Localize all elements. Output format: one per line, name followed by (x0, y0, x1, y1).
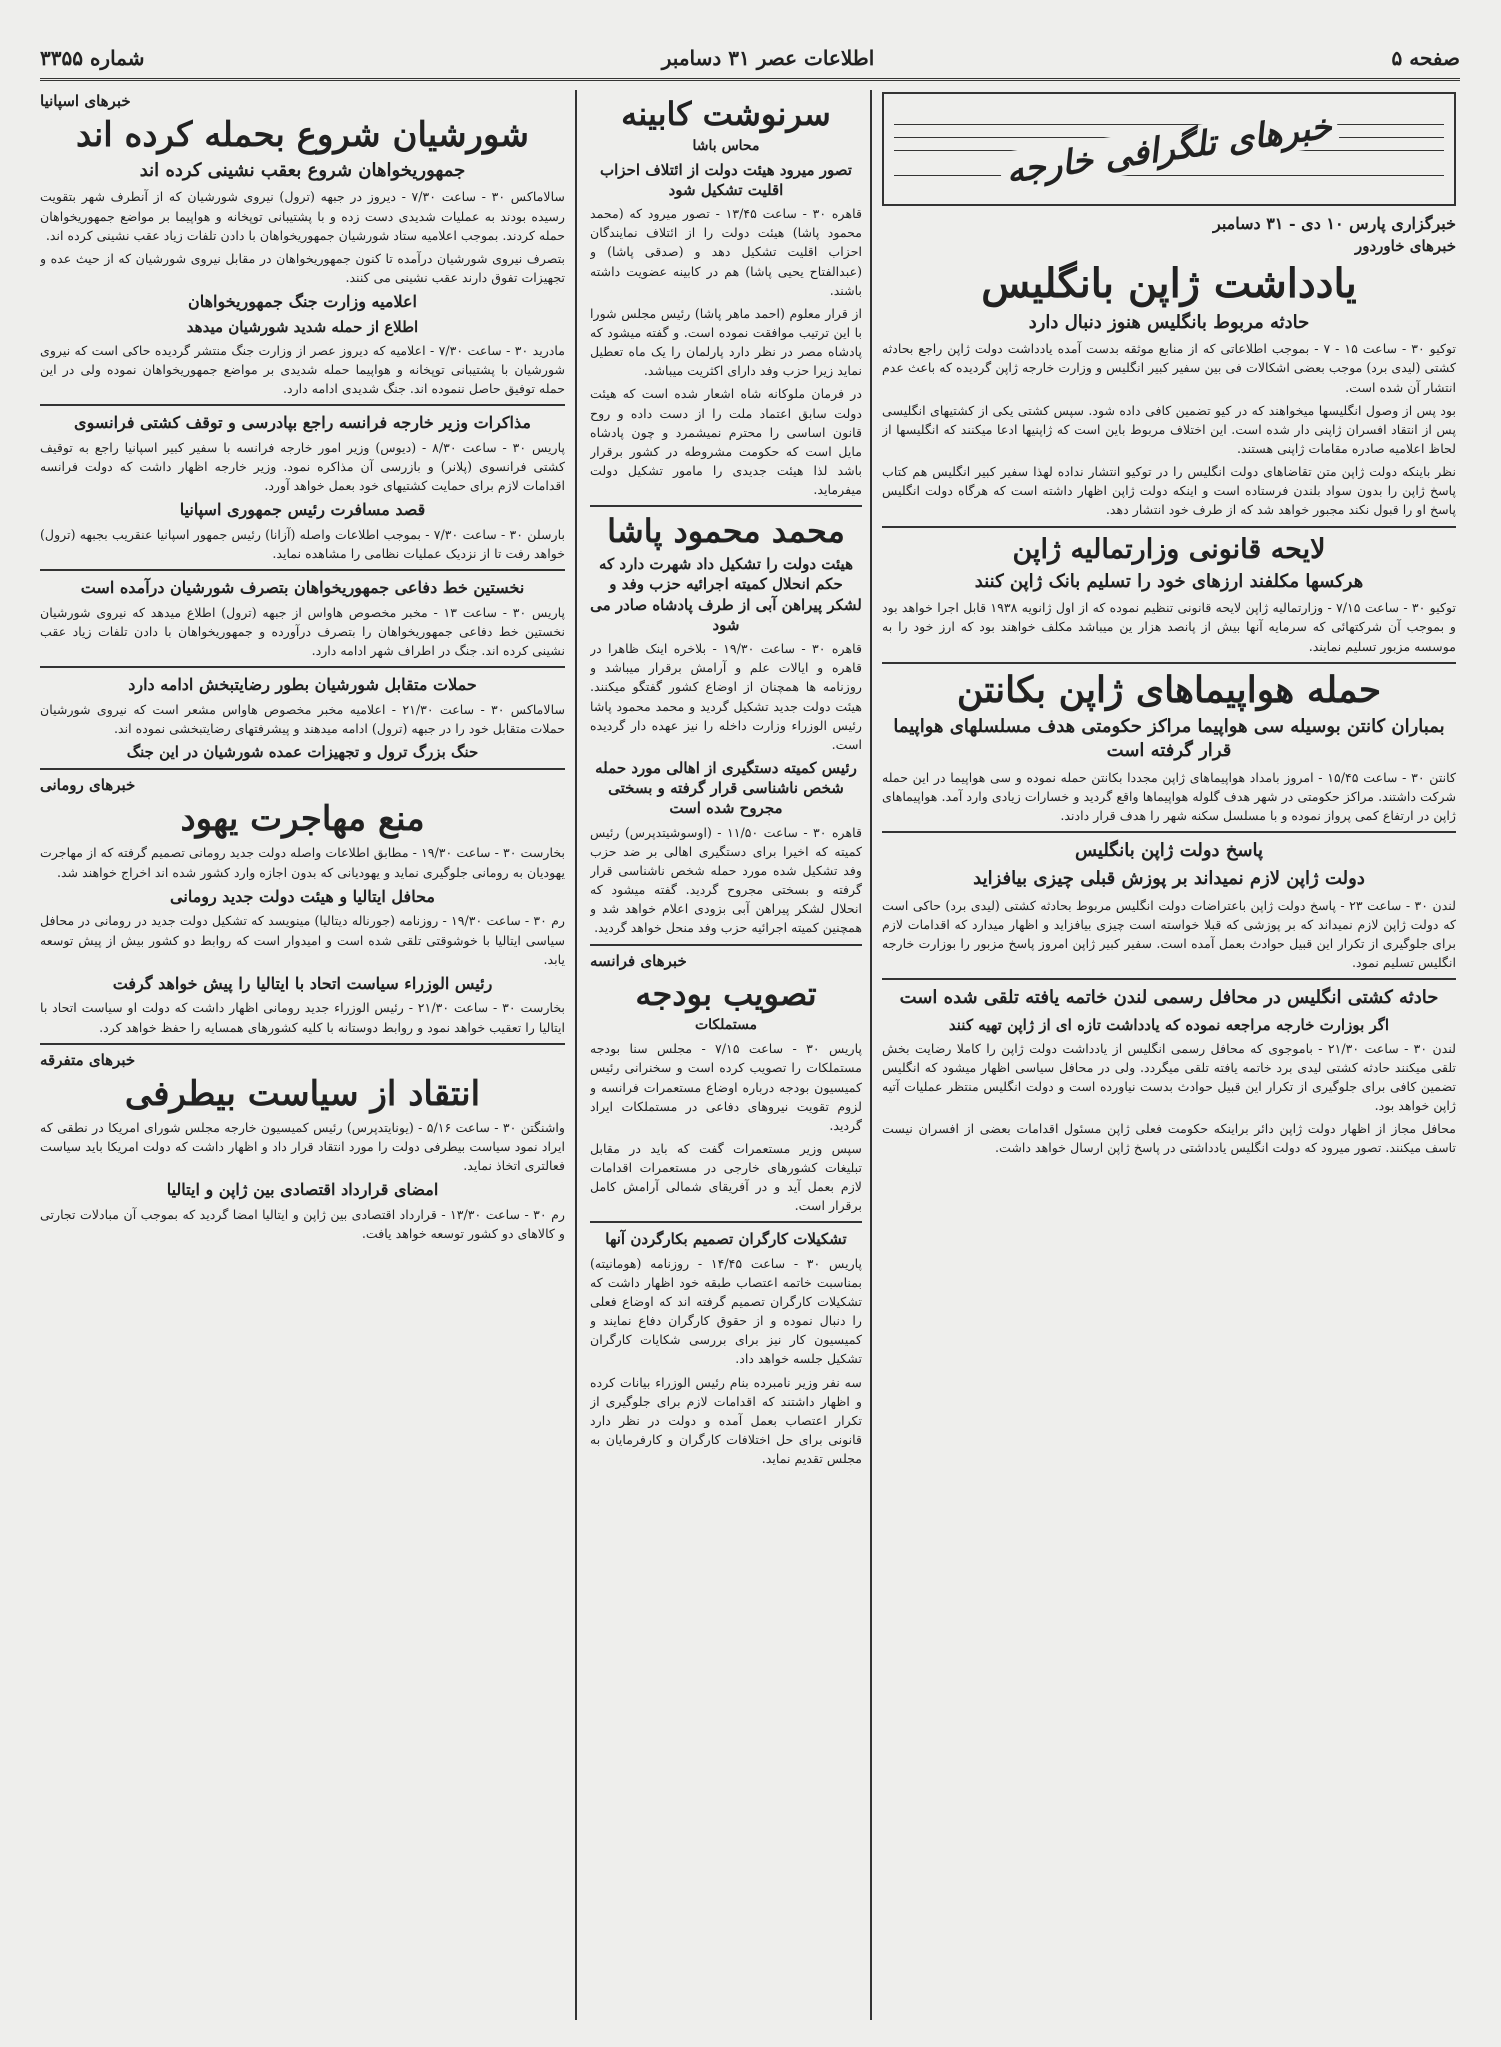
paragraph: محافل مجاز از اظهار دولت ژاپن دائر براینکه حکومت فعلی ژاپن مسئول اقدامات بعضی از افسران نیست تاسف میکنند. تصور میرود که دولت انگلیس یادداشتی در پاسخ ژاپن ارسال خواهد داشت. (882, 1121, 1456, 1156)
headline: محمد محمود پاشا (607, 512, 845, 551)
paragraph: نظر باینکه دولت ژاپن متن تقاضاهای دولت انگلیس را در توکیو انتشار نداده لهذا سفیر کبیر انگلیس هم کتاب پاسخ ژاپن را بدون سواد بلندن فرستاده است و اینکه دولت ژاپن اظهار داشته است که هرگاه دولت انگلیس پاسخ او را قبول نکند مجبور خواهد شد که از طرف خود انتشار دهد. (882, 464, 1456, 518)
page-number: صفحه ۵ (1391, 46, 1460, 70)
paragraph: رم ۳۰ - ساعت ۱۳/۳۰ - قرارداد اقتصادی بین ژاپن و ایتالیا امضا گردید که بموجب آن مبادلات تجارتی و کالاهای دو کشور توسعه خواهد یافت. (40, 1206, 565, 1241)
paragraph: در فرمان ملوکانه شاه اشعار شده است که هیئت دولت سابق اعتماد ملت را از دست داده و روح قانون اساسی را محترم نمیشمرد و چون پادشاه مایل است که حکومت مشروطه در کشور برقرار باشد لذا هیئت جدیدی را مامور تشکیل دولت میفرماید. (590, 386, 862, 498)
paragraph: توکیو ۳۰ - ساعت ۷/۱۵ - وزارتمالیه ژاپن لایحه قانونی تنظیم نموده که از اول ژانویه ۱۹۳۸ قابل اجرا خواهد بود و بموجب آن شرکتهائی که سرمایه آنها بیش از پانصد هزار ین میباشد مکلف خواهند بود که ارز خود را به موسسه مزبور تسلیم نمایند. (882, 600, 1456, 654)
paragraph: سپس وزیر مستعمرات گفت که باید در مقابل تبلیغات کشورهای خارجی در مستعمرات اقدامات لازم بعمل آید و در آفریقای شمالی آرامش کامل برقرار است. (590, 1140, 862, 1214)
paragraph: کانتن ۳۰ - ساعت ۱۵/۴۵ - امروز بامداد هواپیماهای ژاپن مجددا بکانتن حمله نموده و سی هواپیما در این حمله شرکت داشتند. مراکز حکومتی در شهر هدف گلوله هواپیماها واقع گردید و خسارات زیادی وارد آمد. هواپیماهای ژاپن در ارتفاع کمی پرواز نموده و با مسلسل سکنه شهر را هدف قرار دادند. (882, 769, 1456, 823)
subhead: اطلاع از حمله شدید شورشیان میدهد (186, 317, 419, 336)
headline: محافل ایتالیا و هیئت دولت جدید رومانی (170, 886, 435, 906)
paragraph: سه نفر وزیر نامبرده بنام رئیس الوزراء بیانات کرده و اظهار داشتند که اقدامات لازم برای جلوگیری از تکرار اعتصاب بعمل آمده و دولت در نظر دارد قانونی برای حل اختلافات کارگران و کارفرمایان به مجلس تقدیم نماید. (590, 1374, 862, 1467)
paragraph: پاریس ۳۰ - ساعت ۷/۱۵ - مجلس سنا بودجه مستملکات را تصویب کرده است و سخنرانی رئیس کمیسیون بودجه درباره اوضاع مستعمرات فرانسه و لزوم تقویت نیروهای دفاعی در مستملکات ایراد گردید. (590, 1041, 862, 1133)
paragraph: بارسلن ۳۰ - ساعت ۷/۳۰ - بموجب اطلاعات واصله (آزانا) رئیس جمهور اسپانیا عنقریب بجبهه (ترول) خواهد رفت تا از نزدیک عملیات نظامی را مشاهده نماید. (40, 526, 565, 562)
paragraph: مادرید ۳۰ - ساعت ۷/۳۰ - اعلامیه که دیروز عصر از وزارت جنگ منتشر گردیده حاکی است که نیروی شورشیان با پشتیبانی توپخانه و هواپیما حمله شدیدی بر مواضع جمهوریخواهان نموده ولی در این حمله توفیق حاصل ننموده اند. جنگ شدیدی ادامه دارد. (40, 342, 565, 397)
headline: رئیس الوزراء سیاست اتحاد با ایتالیا را پیش خواهد گرفت (112, 973, 493, 993)
paragraph: قاهره ۳۰ - ساعت ۱۹/۳۰ - بلاخره اینک ظاهرا در قاهره و ایالات علم و آرامش برقرار میباشد و روزنامه ها همچنان از اوضاع کشور گفتگو میکنند. هیئت دولت جدید تشکیل گردید و محمد محمود پاشا رئیس الوزراء وزارت داخله را نیز عهده دار گردیده است. (590, 641, 862, 752)
headline: اعلامیه وزارت جنگ جمهوریخواهان (187, 292, 417, 312)
paragraph: بخارست ۳۰ - ساعت ۲۱/۳۰ - رئیس الوزراء جدید رومانی اظهار داشت که دولت او سیاست اتحاد با ایتالیا را تعقیب خواهد نمود و روابط دوستانه با کلیه کشورهای همسایه را حفظ خواهد کرد. (40, 1000, 565, 1035)
masthead (40, 38, 1460, 81)
subhead: رئیس کمیته دستگیری از اهالی مورد حمله شخص ناشناسی قرار گرفته و بسختی مجروح شده است (595, 758, 857, 818)
headline: تصویب بودجه (635, 974, 817, 1013)
subhead: تصور میرود هیئت دولت از ائتلاف احزاب اقلیت تشکیل شود (600, 160, 852, 199)
headline: پاسخ دولت ژاپن بانگلیس (1074, 840, 1264, 862)
headline: نخستین خط دفاعی جمهوریخواهان بتصرف شورشیان درآمده است (80, 578, 525, 598)
subhead: حادثه مربوط بانگلیس هنوز دنبال دارد (1028, 312, 1310, 333)
subhead: دولت ژاپن لازم نمیداند بر پوزش قبلی چیزی بیافزاید (973, 868, 1365, 890)
issue-date: اطلاعات عصر ۳۱ دسامبر (661, 46, 875, 70)
headline: حملات متقابل شورشیان بطور رضایتبخش ادامه دارد (128, 675, 477, 695)
section-label: خبرهای فرانسه (590, 951, 687, 970)
paragraph: بود پس از وصول انگلیسها میخواهند که در کیو تضمین کافی داده شود. سپس کشتی یکی از کشتیهای انگلیسی پس از انتقاد افسران ژاپنی دار شده است. این اختلاف مربوط باین است که ژاپنیها ادعا میکنند که انگلیسها از لحاظ اعلامیه صادره مقامات ژاپنی هستند. (882, 402, 1456, 456)
headline: لایحه قانونی وزارتمالیه ژاپن (1012, 533, 1326, 565)
headline: منع مهاجرت یهود (180, 799, 425, 840)
kicker: محاس باشا (692, 137, 760, 154)
headline: انتقاد از سیاست بیطرفی (124, 1073, 481, 1114)
subhead: جمهوریخواهان شروع بعقب نشینی کرده اند (139, 160, 466, 182)
column-right (882, 90, 1456, 1162)
paragraph: رم ۳۰ - ساعت ۱۹/۳۰ - روزنامه (جورناله دیتالیا) مینویسد که تشکیل دولت جدید در رومانی در محافل سیاسی ایتالیا با خوشوقتی تلقی شده است و امیدوار است که روابط دو کشور بیش از پیش توسعه یابد. (40, 913, 565, 967)
column-left (40, 90, 565, 1247)
headline: مذاکرات وزیر خارجه فرانسه راجع بپادرسی و توقف کشتی فرانسوی (74, 413, 531, 433)
subhead: هیئت دولت را تشکیل داد شهرت دارد که حکم انحلال کمیته اجرائیه حزب وفد و لشکر پیراهن آبی از طرف پادشاه صادر می شود (590, 555, 862, 634)
section-label: خبرهای متفرقه (40, 1050, 136, 1069)
column-rule (575, 90, 577, 2020)
headline: تشکیلات کارگران تصمیم بکارگردن آنها (605, 1230, 847, 1249)
subhead: مستملکات (694, 1017, 758, 1034)
section-label: خبرهای اسپانیا (40, 92, 131, 110)
section-label: خبرهای رومانی (40, 776, 136, 795)
headline: شورشیان شروع بحمله کرده اند (75, 115, 530, 155)
paragraph: بتصرف نیروی شورشیان درآمده تا کنون جمهوریخواهان در مقابل نیروی شورشیان که از حیث عده و تجهیزات تفوق دارند عقب نشینی می کنند. (40, 250, 565, 285)
headline: حمله هواپیماهای ژاپن بکانتن (956, 668, 1382, 711)
paragraph: پاریس ۳۰ - ساعت ۱۴/۴۵ - روزنامه (هومانیته) بمناسبت خاتمه اعتصاب طبقه خود اظهار داشت که تشکیلات کارگران تصمیم گرفته اند که اوضاع فعلی را دنبال نموده و از حقوق کارگران دفاع نمایند و کمیسیون کار نیز برای بررسی شکایات کارگران تشکیل جلسه خواهد داد. (590, 1255, 862, 1367)
paragraph: لندن ۳۰ - ساعت ۲۱/۳۰ - باموجوی که محافل رسمی انگلیس از یادداشت دولت ژاپن را کاملا رضایت بخش تلقی میکنند حادثه کشتی لیدی برد خاتمه یافته تلقی میگردد. ولی در محافل سیاسی اظهار میشود که انگلیس تضمین کافی برای جلوگیری از تکرار این قبیل حوادث بدست نیاورده است و دولت انگلیس منتظر عملیات آتیه ژاپن خواهد بود. (882, 1040, 1456, 1114)
headline: حادثه کشتی انگلیس در محافل رسمی لندن خاتمه یافته تلقی شده است (899, 987, 1439, 1009)
banner-title: خبرهای تلگرافی خارجه (998, 106, 1340, 193)
paragraph: قاهره ۳۰ - ساعت ۱۱/۵۰ - (اوسوشیتدپرس) رئیس کمیته که اخیرا برای دستگیری اهالی بر ضد حزب وفد تشکیل شده مورد حمله شخص ناشناسی قرار گرفته و بسختی مجروح گردید. گفته میشود که انحلال لشکر پیراهن آبی بزودی اعلام خواهد شد و همچنین کمیته اجرائیه حزب وفد منحل خواهد گردید. (590, 824, 862, 936)
subhead: بمباران کانتن بوسیله سی هواپیما مراکز حکومتی هدف مسلسلهای هواپیما قرار گرفته است (893, 716, 1445, 762)
paragraph: قاهره ۳۰ - ساعت ۱۳/۴۵ - تصور میرود که (محمد محمود پاشا) هیئت دولت را از ائتلاف نمایندگان احزاب اقلیت تشکیل دهد و (صدقی پاشا) و (عبدالفتاح یحیی پاشا) هم در کابینه عضویت داشته باشند. (590, 206, 862, 298)
dateline: خبرگزاری پارس ۱۰ دی - ۳۱ دسامبر (1213, 214, 1456, 233)
subhead: هرکسها مکلفند ارزهای خود را تسلیم بانک ژاپن کنند (974, 570, 1364, 592)
column-rule (870, 90, 872, 2020)
paragraph: از قرار معلوم (احمد ماهر پاشا) رئیس مجلس شورا با این ترتیب موافقت نموده است. و گفته میشود که پادشاه مصر در نظر دارد پارلمان را یک ماه تعطیل نماید زیرا حزب وفد دارای اکثریت میباشد. (590, 305, 862, 379)
paragraph: بخارست ۳۰ - ساعت ۱۹/۳۰ - مطابق اطلاعات واصله دولت جدید رومانی تصمیم گرفته که از مهاجرت یهودیان به رومانی جلوگیری نماید و یهودیانی که بدون اجازه وارد کشور شده اند اخراج خواهند شد. (40, 845, 565, 880)
paragraph: پاریس ۳۰ - ساعت ۱۳ - مخبر مخصوص هاواس از جبهه (ترول) اطلاع میدهد که نیروی شورشیان نخستین خط دفاعی جمهوریخواهان را بتصرف درآورده و جمهوریخواهان با دادن تلفات زیاد عقب نشینی کرده اند. جنگ در اطراف شهر ادامه دارد. (40, 604, 565, 659)
headline: سرنوشت کابینه (621, 95, 831, 133)
section-banner (882, 92, 1456, 206)
paragraph: توکیو ۳۰ - ساعت ۱۵ - ۷ - بموجب اطلاعاتی که از منابع موثقه بدست آمده یادداشت دولت ژاپن راجع بحادثه کشتی (لیدی برد) موجب بعضی اشکالات فی بین سفیر کبیر انگلیس و وزارت خارجه ژاپن گردیده که باعث عدم انتشار آن شده است. (882, 341, 1456, 395)
paragraph: واشنگتن ۳۰ - ساعت ۵/۱۶ - (یونایتدپرس) رئیس کمیسیون خارجه مجلس شورای امریکا در نطقی که ایراد نمود سیاست بیطرفی دولت را مورد انتقاد قرار داد و اظهار داشت که دولت امریکا باید سیاست فعالتری اتخاذ نماید. (40, 1119, 565, 1174)
issue-number: شماره ۳۳۵۵ (40, 46, 145, 70)
paragraph: لندن ۳۰ - ساعت ۲۳ - پاسخ دولت ژاپن باعتراضات دولت انگلیس مربوط بحادثه کشتی (لیدی برد) حاکی است که دولت ژاپن لازم نمیداند که بر پوزشی که قبلا خواسته است چیزی بیافزاید و اظهار میدارد که اقدامات لازم برای جلوگیری از تکرار این قبیل حوادث بعمل آمده است. سفیر کبیر ژاپن امروز پاسخ مزبور را بوزارت خارجه انگلیس تسلیم نمود. (882, 897, 1456, 971)
section-label: خبرهای خاوردور (1354, 237, 1456, 255)
column-middle (590, 90, 862, 1472)
subhead: اگر بوزارت خارجه مراجعه نموده که یادداشت تازه ای از ژاپن تهیه کنند (948, 1015, 1390, 1034)
headline: قصد مسافرت رئیس جمهوری اسپانیا (179, 500, 426, 520)
paragraph: سالاماکس ۳۰ - ساعت ۷/۳۰ - دیروز در جبهه (ترول) نیروی شورشیان که از آنطرف شهر بتقویت رسیده بودند به عملیات شدیدی دست زده و با پشتیبانی توپخانه و هواپیما بر مواضع جمهوریخواهان حمله کردند. بموجب اعلامیه ستاد شورشیان جمهوریخواهان با دادن تلفات زیاد عقب نشینی کرده اند. (40, 189, 565, 243)
headline: یادداشت ژاپن بانگلیس (981, 260, 1357, 307)
paragraph: پاریس ۳۰ - ساعت ۸/۳۰ - (دیوس) وزیر امور خارجه فرانسه با سفیر کبیر اسپانیا راجع به توقیف کشتی فرانسوی (پلانر) و بازرسی آن مذاکره نمود. وزیر خارجه اظهار داشت که دولت فرانسه اقدامات لازم برای حمایت کشتیهای خود بعمل خواهد آورد. (40, 439, 565, 494)
subhead: حنگ بزرگ ترول و تجهیزات عمده شورشیان در این جنگ (126, 743, 479, 762)
headline: امضای قرارداد اقتصادی بین ژاپن و ایتالیا (166, 1180, 439, 1200)
paragraph: سالاماکس ۳۰ - ساعت ۲۱/۳۰ - اعلامیه مخبر مخصوص هاواس مشعر است که نیروی شورشیان حملات متقابل خود را در جبهه (ترول) ادامه میدهند و پیشرفتهای رضایتبخشی نموده اند. (40, 701, 565, 736)
